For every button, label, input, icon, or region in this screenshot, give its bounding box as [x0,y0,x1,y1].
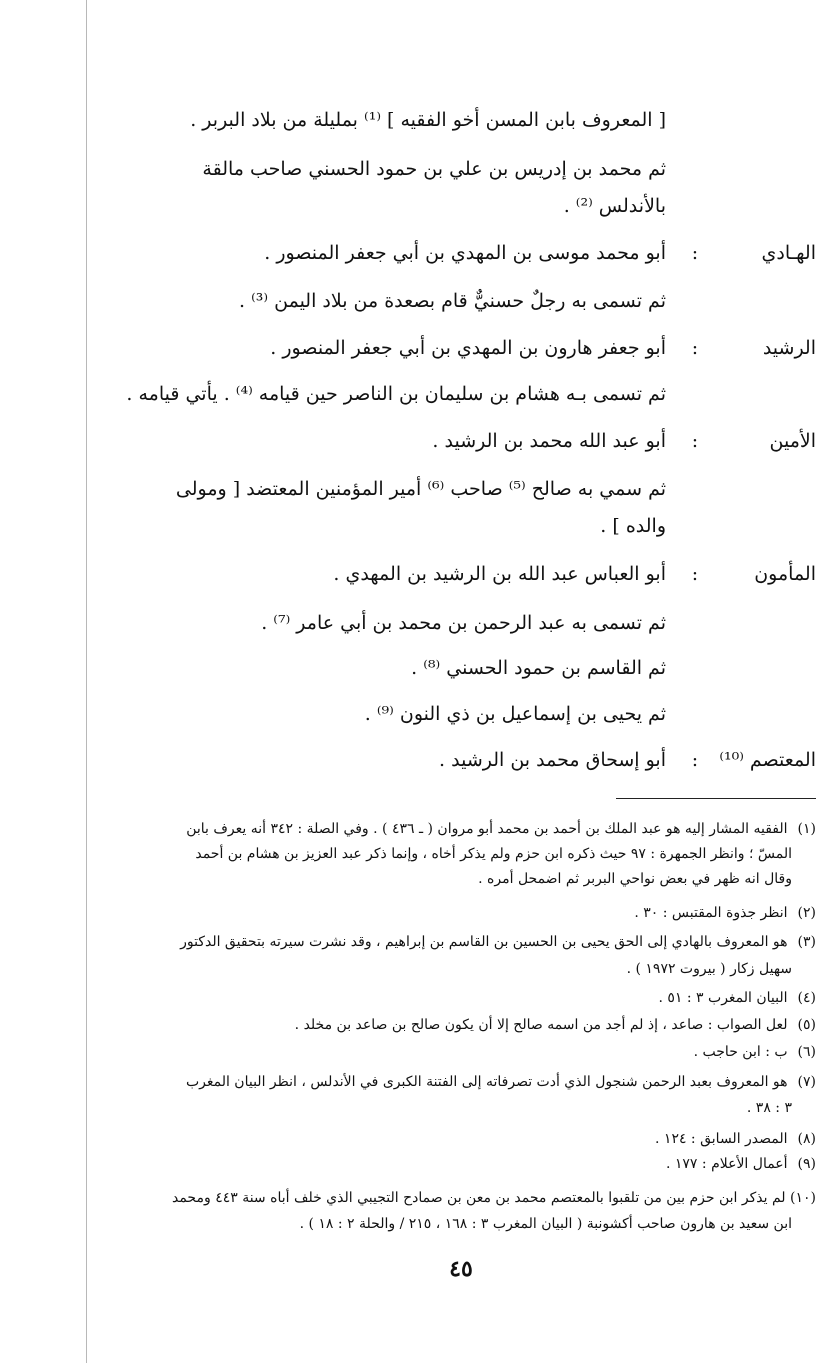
footnote-1 [186,820,816,838]
entry-label-rashid: الرشيد [762,337,816,359]
footnote-number: (٨) [797,1131,816,1147]
footnote-text: ٣ : ٣٨ . [746,1100,792,1116]
footnote-separator [616,798,816,799]
text-line: [ المعروف بابن المسن أخو الفقيه ] ⁽¹⁾ بمليلة من بلاد البربر . [190,109,666,131]
entry-colon: : [691,749,699,771]
text-line: بالأندلس ⁽²⁾ . [563,195,666,217]
footnote-7 [186,1073,816,1091]
page-number: ٤٥ [449,1256,473,1282]
text-line: والده ] . [600,515,666,537]
entry-label-mamun: المأمون [754,563,816,585]
footnote-8 [655,1130,816,1148]
footnote-text: أعمال الأعلام : ١٧٧ . [665,1156,788,1172]
text-line: أبو عبد الله محمد بن الرشيد . [432,430,666,452]
entry-label-mutasim: المعتصم ⁽¹⁰⁾ [719,749,816,771]
footnote-2 [634,904,816,922]
text-line: أبو العباس عبد الله بن الرشيد بن المهدي . [333,563,666,585]
text-line: ثم تسمى به رجلٌ حسنيٌّ قام بصعدة من بلاد اليمن ⁽³⁾ . [239,290,666,312]
footnote-6 [694,1043,816,1061]
footnote-text: لعل الصواب : صاعد ، إذ لم أجد من اسمه صالح إلا أن يكون صالح بن صاعد بن مخلد . [294,1017,788,1033]
footnote-number: (٢) [797,905,816,921]
footnote-text: لم يذكر ابن حزم بين من تلقبوا بالمعتصم محمد بن معن بن صمادح التجيبي الذي خلف أباه سنة ٤٤٣ ومحمد [171,1190,786,1206]
text-line: ثم تسمى به عبد الرحمن بن محمد بن أبي عامر ⁽⁷⁾ . [261,612,666,634]
footnote-number: (٩) [797,1156,816,1172]
text-line: ثم سمي به صالح ⁽⁵⁾ صاحب ⁽⁶⁾ أمير المؤمنين المعتضد [ ومولى [175,478,666,500]
footnote-text: انظر جذوة المقتبس : ٣٠ . [634,905,788,921]
entry-label-amin: الأمين [769,430,816,452]
gutter-line [86,0,87,1363]
footnote-3 [180,933,816,951]
footnote-text: سهيل زكار ( بيروت ١٩٧٢ ) . [626,961,792,977]
entry-label-hadi: الهـادي [761,242,816,264]
footnote-4 [658,989,816,1007]
text-line: ثم يحيى بن إسماعيل بن ذي النون ⁽⁹⁾ . [364,703,666,725]
footnote-text: المصدر السابق : ١٢٤ . [655,1131,788,1147]
footnote-text: هو المعروف بعبد الرحمن شنجول الذي أدت تصرفاته إلى الفتنة الكبرى في الأندلس ، انظر البيان المغرب [185,1074,788,1090]
footnote-text: هو المعروف بالهادي إلى الحق يحيى بن الحسين بن القاسم بن إبراهيم ، وقد نشرت سيرته بتحقيق الدكتور [180,934,788,950]
text-line: أبو جعفر هارون بن المهدي بن أبي جعفر المنصور . [270,337,666,359]
footnote-text: الفقيه المشار إليه هو عبد الملك بن أحمد بن محمد أبو مروان ( ـ ٤٣٦ ) . وفي الصلة : ٣٤٢ أنه يعرف بابن [186,821,788,837]
footnote-number: (٤) [797,990,816,1006]
text-line: ثم تسمى بـه هشام بن سليمان بن الناصر حين قيامه ⁽⁴⁾ . يأتي قيامه . [126,383,666,405]
text-line: ثم محمد بن إدريس بن علي بن حمود الحسني صاحب مالقة [202,158,666,180]
entry-colon: : [691,337,699,359]
footnote-text: ب : ابن حاجب . [693,1044,788,1060]
footnote-number: (٥) [797,1017,816,1033]
text-line: ثم القاسم بن حمود الحسني ⁽⁸⁾ . [411,657,666,679]
footnote-number: (٣) [797,934,816,950]
footnote-number: (٧) [797,1074,816,1090]
text-line: أبو محمد موسى بن المهدي بن أبي جعفر المنصور . [264,242,666,264]
footnote-10 [172,1189,816,1207]
footnote-text: وقال انه ظهر في بعض نواحي البربر ثم اضمحل أمره . [478,871,792,887]
footnote-number: (١) [797,821,816,837]
footnote-text: البيان المغرب ٣ : ٥١ . [658,990,788,1006]
footnote-5 [295,1016,816,1034]
footnote-text: المسّ ؛ وانظر الجمهرة : ٩٧ حيث ذكره ابن حزم ولم يذكر أخاه ، وإنما ذكر عبد العزيز بن هشام بن أحمد [195,846,792,862]
entry-colon: : [691,430,699,452]
footnote-number: (٦) [797,1044,816,1060]
footnote-number: (١٠) [790,1190,816,1206]
footnote-text: ابن سعيد بن هارون صاحب أكشونبة ( البيان المغرب ٣ : ١٦٨ ، ٢١٥ / والحلة ٢ : ١٨ ) . [299,1216,792,1232]
page [96,0,816,1363]
entry-colon: : [691,242,699,264]
footnote-9 [666,1155,816,1173]
text-line: أبو إسحاق محمد بن الرشيد . [439,749,666,771]
entry-colon: : [691,563,699,585]
